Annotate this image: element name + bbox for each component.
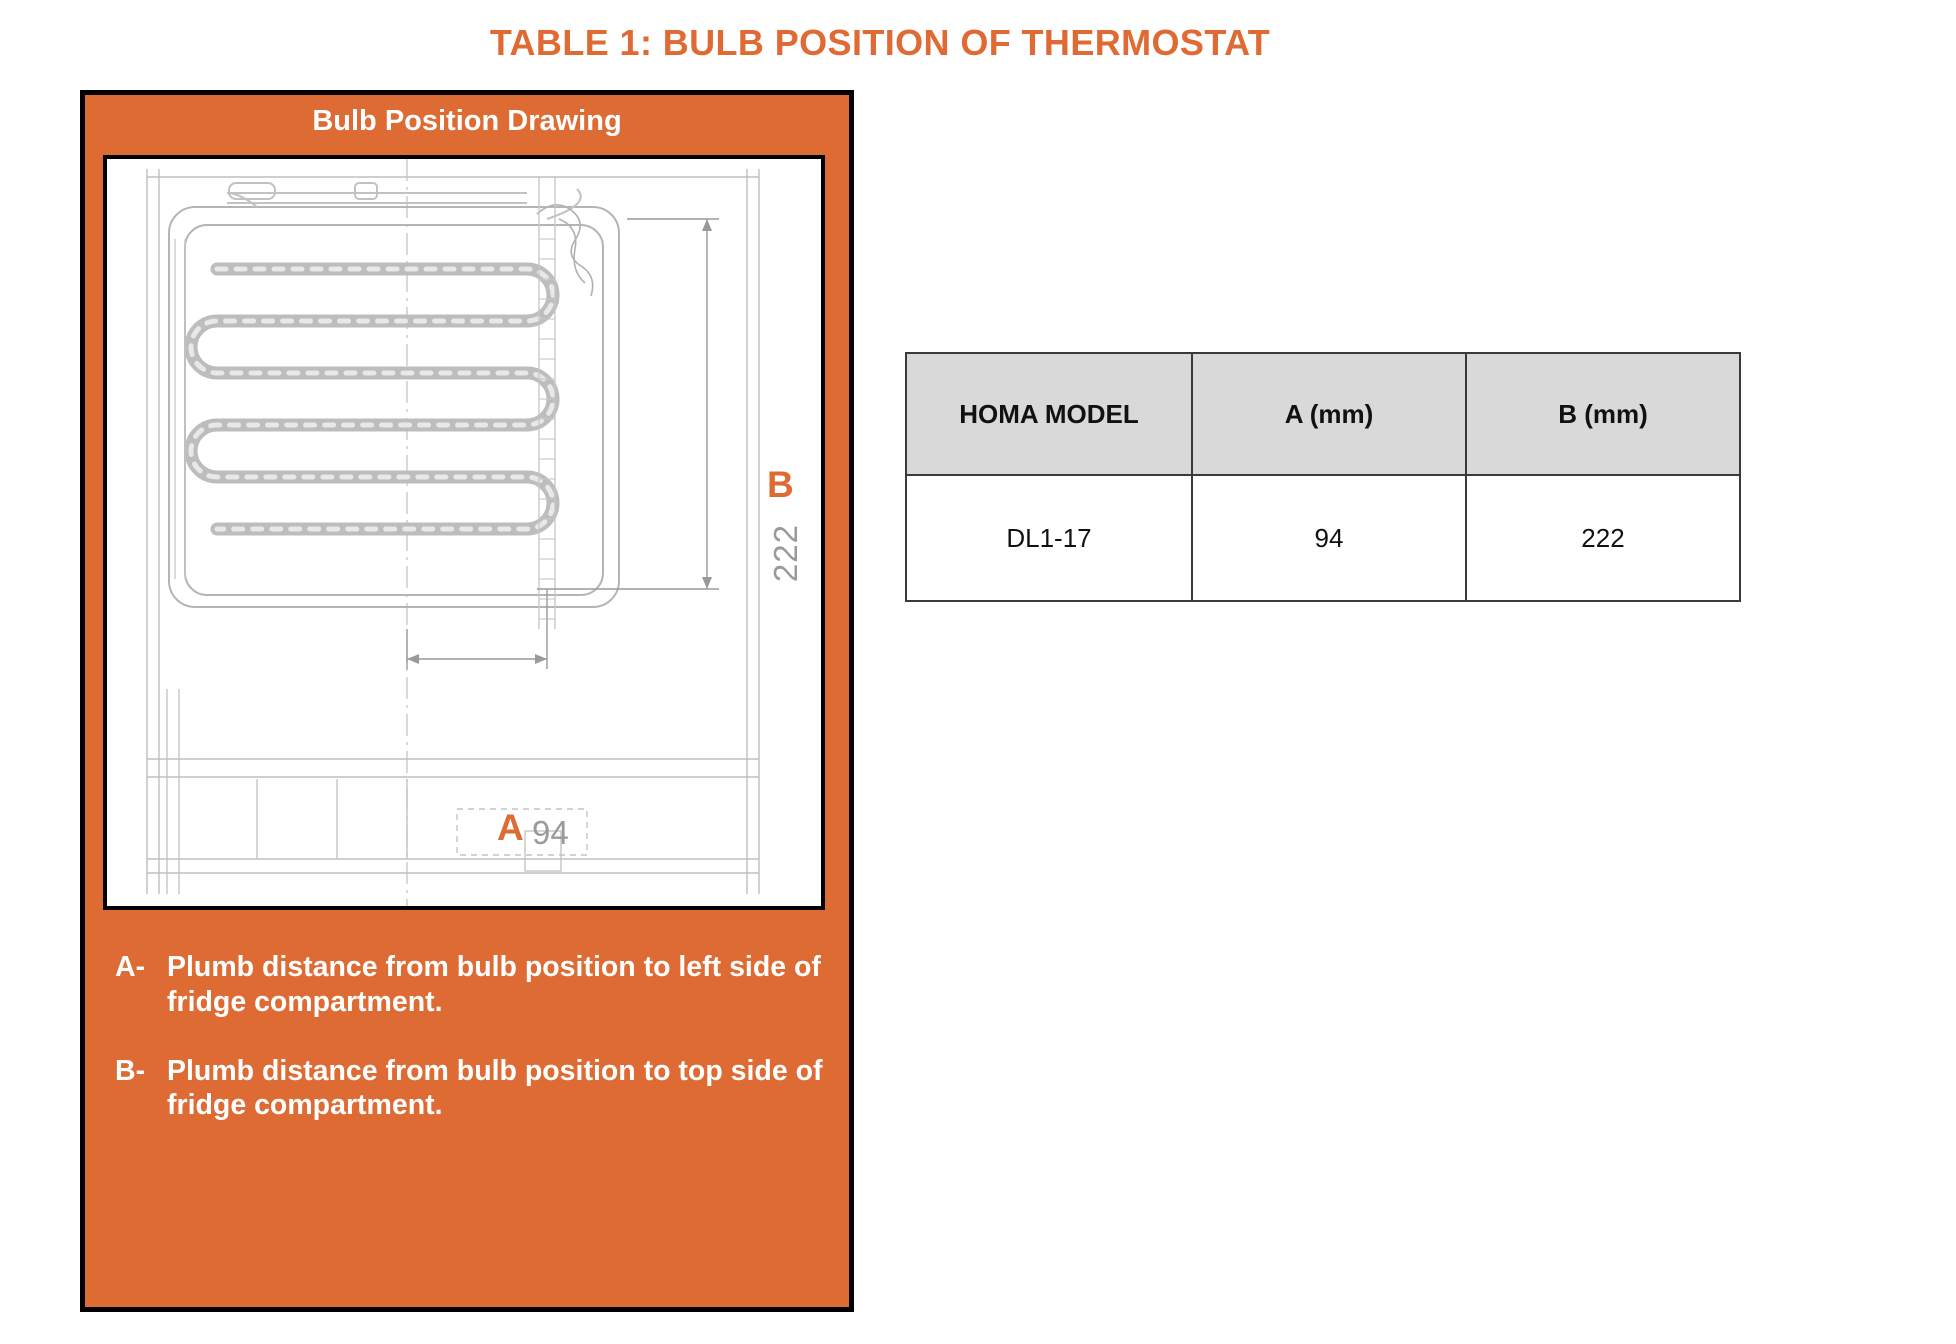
note-key: A- (115, 951, 146, 983)
note-key: B- (115, 1054, 146, 1087)
table-row (906, 475, 1740, 601)
cell-b: 222 (1466, 475, 1740, 601)
technical-drawing-frame (103, 155, 825, 910)
note-text: Plumb distance from bulb position to top side of fridge compartment. (167, 1054, 823, 1122)
note-item (115, 1054, 825, 1124)
bulb-position-panel (80, 90, 854, 1312)
dimension-a-label: A (497, 807, 524, 848)
dimension-b-value: 222 (767, 524, 804, 583)
header-a-mm: A (mm) (1192, 353, 1466, 475)
note-text: Plumb distance from bulb position to left side of fridge compartment. (167, 951, 821, 1018)
panel-heading: Bulb Position Drawing (312, 105, 622, 137)
notes-block (115, 950, 825, 1157)
header-homa-model: HOMA MODEL (906, 353, 1192, 475)
evaporator-drawing (107, 159, 821, 906)
model-dimensions-table (905, 352, 1741, 602)
cell-model: DL1-17 (906, 475, 1192, 601)
header-b-mm: B (mm) (1466, 353, 1740, 475)
cell-a: 94 (1192, 475, 1466, 601)
page-title: TABLE 1: BULB POSITION OF THERMOSTAT (489, 22, 1271, 63)
table-header-row (906, 353, 1740, 475)
dimension-a-value: 94 (532, 814, 569, 851)
dimension-b-label: B (767, 464, 794, 505)
note-item (115, 950, 825, 1020)
